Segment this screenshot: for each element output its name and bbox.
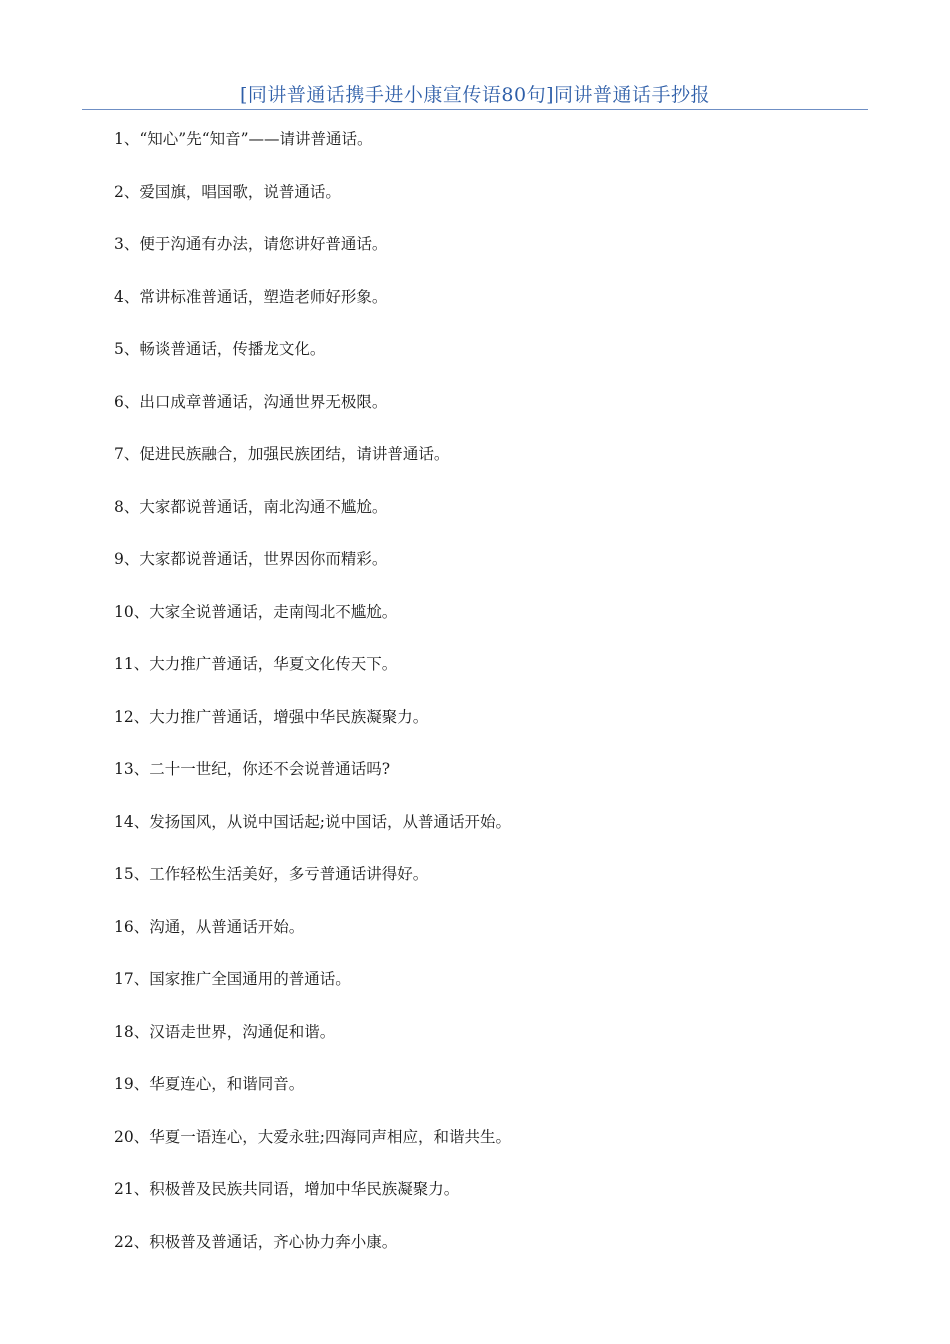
slogan-item: 6、出口成章普通话，沟通世界无极限。	[114, 392, 388, 411]
slogan-list	[114, 126, 854, 1281]
document-title: [同讲普通话携手进小康宣传语80句]同讲普通话手抄报	[239, 84, 710, 106]
slogan-item: 3、便于沟通有办法，请您讲好普通话。	[114, 235, 388, 253]
slogan-item: 5、畅谈普通话，传播龙文化。	[114, 340, 326, 358]
slogan-item: 19、华夏连心，和谐同音。	[114, 1075, 305, 1093]
slogan-item: 4、常讲标准普通话，塑造老师好形象。	[114, 287, 388, 306]
slogan-item: 2、爱国旗，唱国歌，说普通话。	[114, 182, 341, 201]
slogan-item: 9、大家都说普通话，世界因你而精彩。	[114, 550, 388, 568]
slogan-item: 8、大家都说普通话，南北沟通不尴尬。	[114, 497, 388, 516]
slogan-item: 20、华夏一语连心，大爱永驻;四海同声相应，和谐共生。	[114, 1127, 511, 1146]
slogan-item: 1、“知心”先“知音”——请讲普通话。	[114, 130, 373, 148]
slogan-item: 11、大力推广普通话，华夏文化传天下。	[114, 655, 398, 673]
slogan-item: 13、二十一世纪，你还不会说普通话吗?	[114, 760, 391, 778]
slogan-item: 15、工作轻松生活美好，多亏普通话讲得好。	[114, 865, 429, 883]
title-underline	[82, 109, 868, 110]
slogan-item: 12、大力推广普通话，增强中华民族凝聚力。	[114, 707, 429, 726]
slogan-item: 17、国家推广全国通用的普通话。	[114, 970, 351, 988]
slogan-item: 10、大家全说普通话，走南闯北不尴尬。	[114, 602, 398, 621]
slogan-item: 16、沟通，从普通话开始。	[114, 917, 305, 936]
slogan-item: 21、积极普及民族共同语，增加中华民族凝聚力。	[114, 1180, 460, 1198]
slogan-item: 14、发扬国风，从说中国话起;说中国话，从普通话开始。	[114, 812, 511, 831]
slogan-item: 7、促进民族融合，加强民族团结，请讲普通话。	[114, 445, 450, 463]
slogan-item: 22、积极普及普通话，齐心协力奔小康。	[114, 1232, 398, 1251]
slogan-item: 18、汉语走世界，沟通促和谐。	[114, 1022, 336, 1041]
